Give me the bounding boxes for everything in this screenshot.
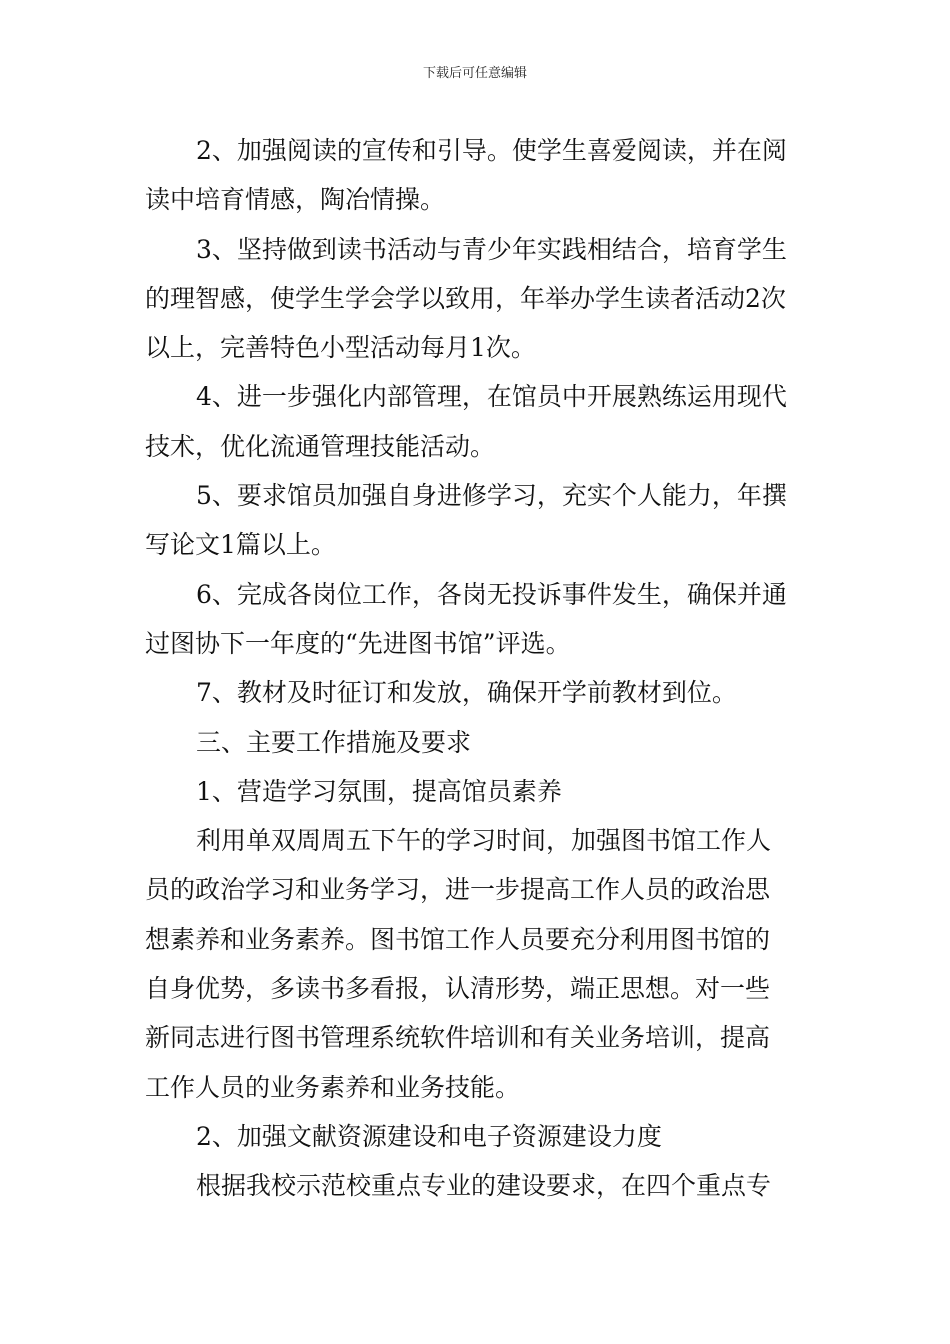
text-line: 利用单双周周五下午的学习时间，加强图书馆工作人 (196, 826, 772, 856)
text-line: 3、坚持做到读书活动与青少年实践相结合，培育学生 (196, 234, 787, 264)
text-line: 自身优势，多读书多看报，认清形势，端正思想。对一些 (145, 974, 771, 1004)
text-line: 根据我校示范校重点专业的建设要求，在四个重点专 (196, 1171, 772, 1201)
subsection-heading-1 (145, 767, 809, 816)
text-line: 工作人员的业务素养和业务技能。 (145, 1072, 521, 1102)
text-line: 7、教材及时征订和发放，确保开学前教材到位。 (196, 678, 737, 708)
text-line: 过图协下一年度的“先进图书馆”评选。 (145, 628, 571, 658)
text-line: 4、进一步强化内部管理，在馆员中开展熟练运用现代 (196, 382, 787, 412)
paragraph-item-2 (145, 126, 809, 225)
text-line: 想素养和业务素养。图书馆工作人员要充分利用图书馆的 (145, 924, 771, 954)
text-line: 2、加强阅读的宣传和引导。使学生喜爱阅读，并在阅 (196, 136, 787, 165)
text-line: 6、完成各岗位工作，各岗无投诉事件发生，确保并通 (196, 579, 787, 609)
text-line: 2、加强文献资源建设和电子资源建设力度 (196, 1121, 662, 1151)
text-line: 新同志进行图书管理系统软件培训和有关业务培训，提高 (145, 1023, 771, 1053)
paragraph-item-5 (145, 471, 809, 570)
paragraph-item-4 (145, 372, 809, 471)
text-line: 的理智感，使学生学会学以致用，年举办学生读者活动2次 (145, 283, 786, 313)
text-line: 读中培育情感，陶冶情操。 (145, 185, 446, 215)
document-body (145, 126, 809, 1211)
paragraph-item-3 (145, 225, 809, 373)
text-line: 1、营造学习氛围，提高馆员素养 (196, 776, 562, 806)
body-paragraph (145, 816, 809, 1112)
paragraph-item-7 (145, 668, 809, 717)
paragraph-item-6 (145, 570, 809, 669)
body-paragraph (145, 1161, 809, 1210)
text-line: 以上，完善特色小型活动每月1次。 (145, 333, 536, 363)
text-line: 技术，优化流通管理技能活动。 (145, 431, 496, 461)
text-line: 写论文1篇以上。 (145, 530, 336, 560)
text-line: 三、主要工作措施及要求 (196, 727, 472, 757)
section-heading (145, 718, 809, 767)
subsection-heading-2 (145, 1112, 809, 1161)
text-line: 员的政治学习和业务学习，进一步提高工作人员的政治思 (145, 875, 771, 905)
page-header: 下载后可任意编辑 (422, 66, 527, 81)
text-line: 5、要求馆员加强自身进修学习，充实个人能力，年撰 (196, 481, 787, 511)
